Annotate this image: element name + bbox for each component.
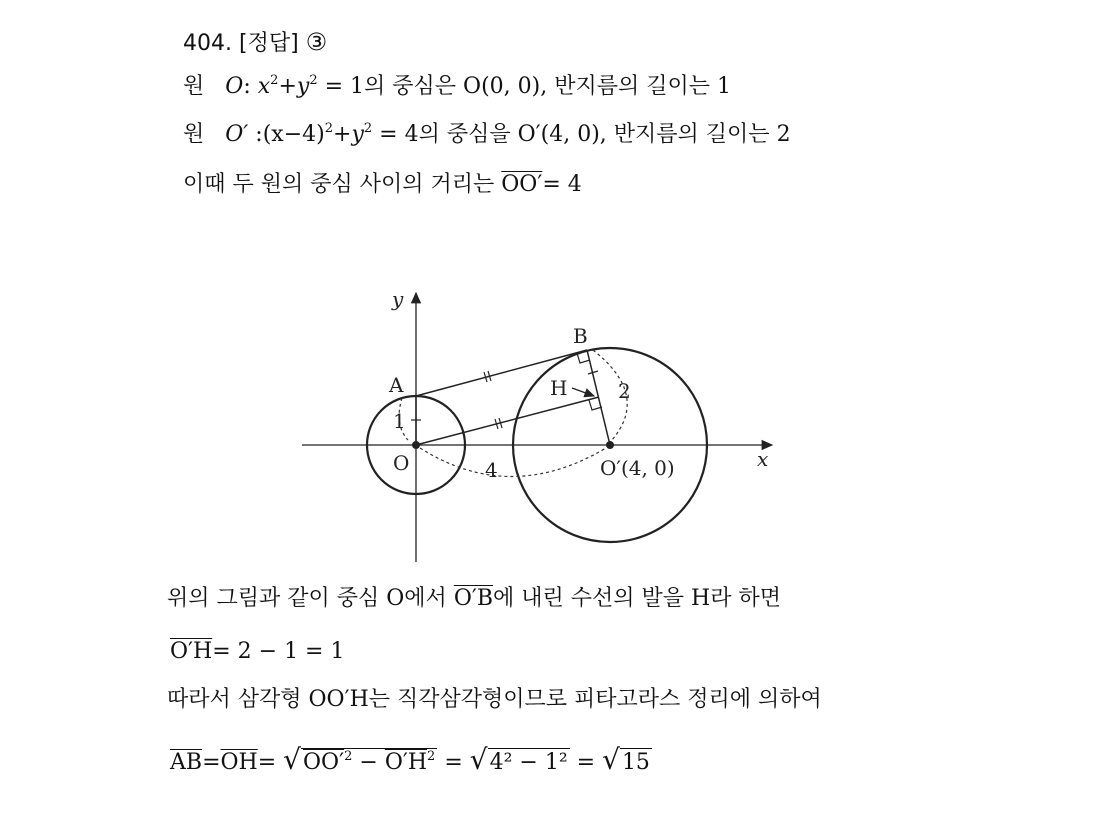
point-o xyxy=(412,441,420,449)
exp-y: 2 xyxy=(309,73,318,88)
oh-expression: = 2 − 1 = 1 xyxy=(212,639,345,664)
exp-x: 2 xyxy=(270,73,279,88)
label-h: H xyxy=(550,376,568,400)
segment-o-prime-b: O′B xyxy=(453,586,494,611)
center-o: O xyxy=(386,586,405,611)
text-4: 라 하면 xyxy=(710,586,781,611)
label-b: B xyxy=(573,324,588,348)
perpendicular-line xyxy=(167,584,781,614)
triangle-name: OO′H xyxy=(308,687,369,712)
colon: : xyxy=(255,122,263,147)
radicand-2: 4² − 1² xyxy=(489,750,568,775)
radius-text: 반지름의 길이는 xyxy=(554,74,710,99)
circle-word: 원 xyxy=(183,74,205,99)
label-origin: O xyxy=(393,451,410,475)
equals: = xyxy=(576,750,596,775)
text-2: 는 직각삼각형이므로 피타고라스 정리에 의하여 xyxy=(368,687,822,712)
colon: : xyxy=(243,74,251,99)
exp: 2 xyxy=(344,749,353,764)
plus: + xyxy=(278,74,297,99)
oh-length-line xyxy=(170,637,344,667)
segment-ab: $\overline{AB}$ xyxy=(170,750,203,775)
text-2: 에서 xyxy=(404,586,447,611)
circle-o-prime-name: O′ xyxy=(225,122,249,147)
point-o-prime xyxy=(606,441,614,449)
center-o: O(0, 0), xyxy=(463,74,548,99)
equals-1: = 1 xyxy=(324,74,365,99)
equals-4: = 4 xyxy=(379,122,419,147)
text-3: 에 내린 수선의 발을 xyxy=(493,586,685,611)
segment-oo-prime: OO′ xyxy=(501,172,543,197)
label-len-1: 1 xyxy=(393,409,406,433)
exp-paren: 2 xyxy=(324,121,334,136)
distance-text: 이때 두 원의 중심 사이의 거리는 xyxy=(183,172,495,197)
segment-o-prime-h: O′H xyxy=(384,750,428,775)
radius-text: 반지름의 길이는 xyxy=(613,122,770,147)
answer-label: [정답] xyxy=(238,31,299,56)
segment-oo-prime: OO′ xyxy=(303,750,345,775)
center-text: 의 중심은 xyxy=(364,74,457,99)
result-line xyxy=(170,745,652,778)
radius-value: 1 xyxy=(717,74,731,99)
minus: − xyxy=(359,750,378,775)
h-pointer xyxy=(572,388,594,396)
paren-expr: (x−4) xyxy=(262,122,325,147)
label-a: A xyxy=(389,373,404,397)
radius-value: 2 xyxy=(776,122,791,147)
text-1: 따라서 삼각형 xyxy=(167,687,302,712)
text-1: 위의 그림과 같이 중심 xyxy=(167,586,380,611)
equals: = xyxy=(444,750,463,775)
answer-choice: ③ xyxy=(305,28,328,56)
pythagoras-line xyxy=(167,685,822,715)
label-len-4: 4 xyxy=(485,458,498,482)
exp: 2 xyxy=(427,749,436,764)
label-len-2: 2 xyxy=(618,379,631,403)
problem-number: 404. xyxy=(183,31,232,56)
sqrt-sign: √ xyxy=(283,743,302,776)
segment-o-prime-h: O′H xyxy=(170,639,213,664)
segment-o-prime-b xyxy=(587,350,610,445)
equals: = xyxy=(257,750,277,775)
var-y: y xyxy=(296,74,310,99)
sqrt-sign: √ xyxy=(469,743,488,776)
equals: = xyxy=(202,750,221,775)
center-text: 의 중심을 xyxy=(418,122,511,147)
equals-4: = 4 xyxy=(542,172,582,197)
sqrt-sign: √ xyxy=(602,743,620,776)
circle-o-name: O xyxy=(225,74,244,99)
circle-word: 원 xyxy=(183,122,205,147)
x-axis-label: x xyxy=(757,447,769,471)
radicand-3: 15 xyxy=(621,750,650,775)
plus: + xyxy=(333,122,352,147)
y-axis-label: y xyxy=(392,287,404,311)
var-y: y xyxy=(351,122,364,147)
center-o-prime: O′(4, 0), xyxy=(517,122,607,147)
radicand-1 xyxy=(301,748,437,775)
var-x: x xyxy=(257,74,271,99)
label-center2: O′(4, 0) xyxy=(600,456,675,480)
exp-y: 2 xyxy=(363,121,373,136)
segment-oh: $\overline{OH}$ xyxy=(220,750,258,775)
point-h: H xyxy=(691,586,711,611)
